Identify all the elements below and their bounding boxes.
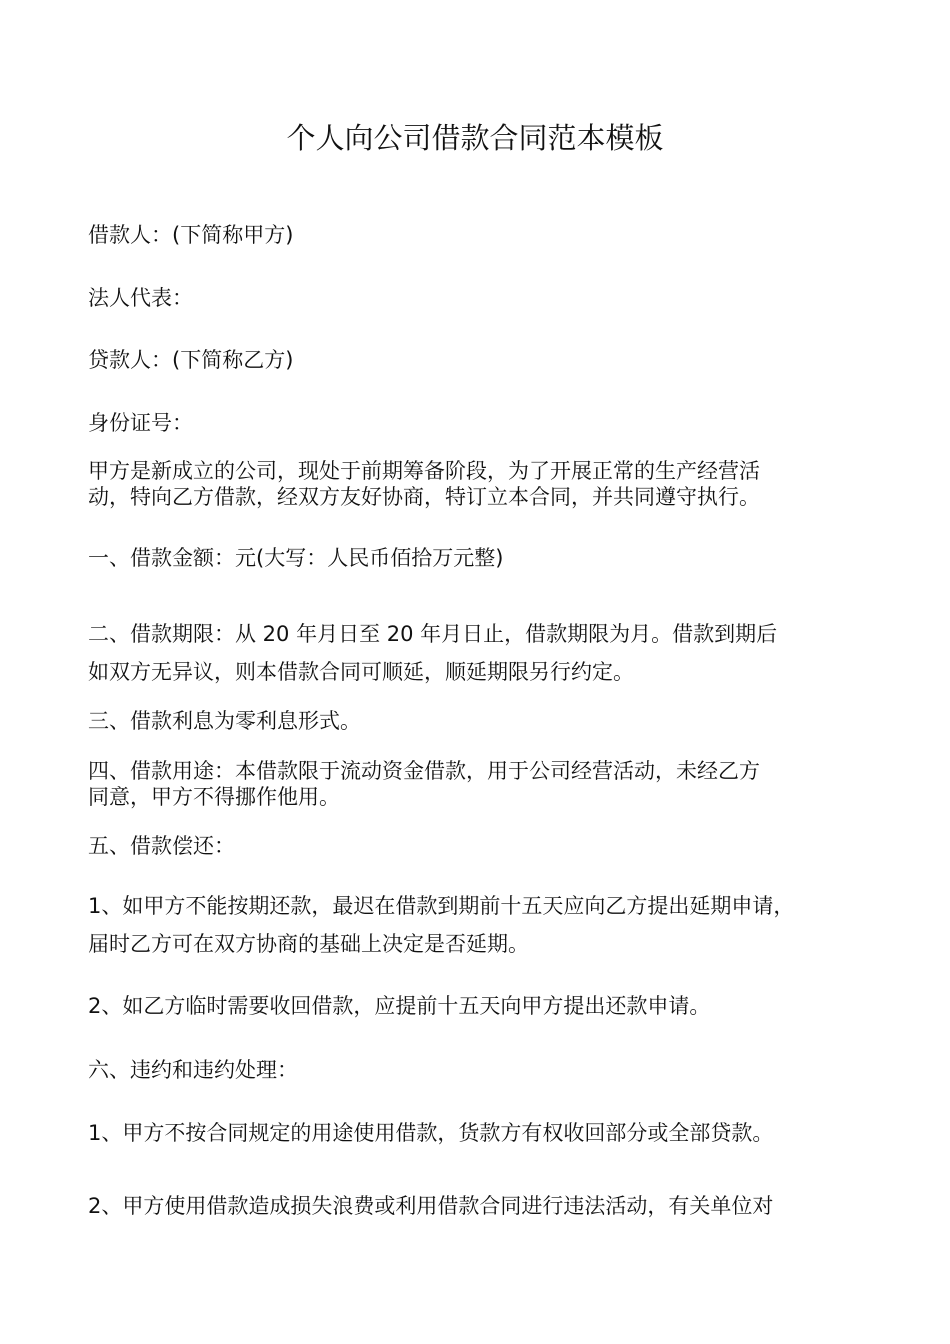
clause-repayment: [88, 833, 878, 859]
clause-breach: [88, 1057, 878, 1083]
paragraph-line: 身份证号：: [88, 411, 193, 435]
paragraph-line: 二、借款期限：从 20 年月日至 20 年月日止，借款期限为月。借款到期后: [88, 622, 778, 646]
paragraph-lender: [88, 347, 878, 373]
paragraph-line: 2、甲方使用借款造成损失浪费或利用借款合同进行违法活动，有关单位对: [88, 1194, 774, 1218]
paragraph-line: 同意，甲方不得挪作他用。: [88, 785, 340, 809]
paragraph-legal-representative: [88, 285, 878, 311]
paragraph-line: 四、借款用途：本借款限于流动资金借款，用于公司经营活动，未经乙方: [88, 759, 760, 783]
document-title: 个人向公司借款合同范本模板: [286, 121, 664, 155]
paragraph-line: 贷款人：(下简称乙方): [88, 348, 294, 372]
paragraph-line: 六、违约和违约处理：: [88, 1058, 298, 1082]
paragraph-line: 三、借款利息为零利息形式。: [88, 709, 361, 733]
paragraph-line: 2、如乙方临时需要收回借款，应提前十五天向甲方提出还款申请。: [88, 994, 711, 1018]
paragraph-line: 法人代表：: [88, 286, 193, 310]
paragraph-preamble: [88, 458, 878, 510]
clause-breach-item-2: [88, 1193, 878, 1219]
paragraph-line: 一、借款金额：元(大写：人民币佰拾万元整): [88, 546, 504, 570]
paragraph-line: 甲方是新成立的公司，现处于前期筹备阶段，为了开展正常的生产经营活: [88, 459, 760, 483]
paragraph-line: 届时乙方可在双方协商的基础上决定是否延期。: [88, 932, 529, 956]
clause-interest: [88, 708, 878, 734]
paragraph-line: 1、甲方不按合同规定的用途使用借款，货款方有权收回部分或全部贷款。: [88, 1121, 774, 1145]
clause-repayment-item-2: [88, 993, 878, 1019]
paragraph-borrower: [88, 222, 878, 248]
paragraph-line: 五、借款偿还：: [88, 834, 235, 858]
clause-loan-purpose: [88, 758, 878, 810]
clause-loan-term: [88, 615, 878, 691]
paragraph-id-number: [88, 410, 878, 436]
clause-breach-item-1: [88, 1120, 878, 1146]
clause-repayment-item-1: [88, 887, 878, 963]
paragraph-line: 动，特向乙方借款，经双方友好协商，特订立本合同，并共同遵守执行。: [88, 485, 760, 509]
clause-loan-amount: [88, 545, 878, 571]
paragraph-line: 借款人：(下简称甲方): [88, 223, 294, 247]
paragraph-line: 如双方无异议，则本借款合同可顺延，顺延期限另行约定。: [88, 660, 634, 684]
paragraph-line: 1、如甲方不能按期还款，最迟在借款到期前十五天应向乙方提出延期申请，: [88, 894, 795, 918]
